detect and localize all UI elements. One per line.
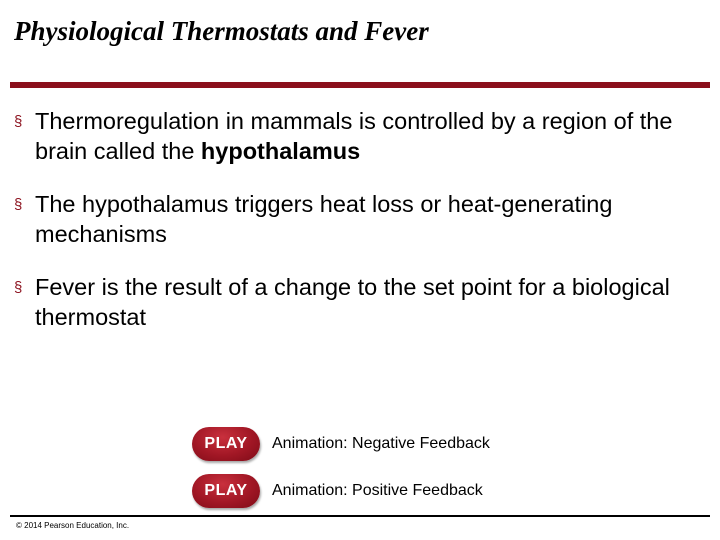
- slide-title: Physiological Thermostats and Fever: [14, 16, 429, 46]
- animation-caption[interactable]: Animation: Negative Feedback: [272, 435, 490, 452]
- footer-divider: [10, 515, 710, 517]
- bullet-item: [14, 272, 704, 332]
- animation-caption[interactable]: Animation: Positive Feedback: [272, 482, 483, 499]
- bullet-bold-term: hypothalamus: [200, 138, 361, 164]
- bullet-text: The hypothalamus triggers heat loss or heat-generating mechanisms: [35, 191, 613, 247]
- animation-link-positive-feedback: [192, 474, 483, 508]
- bullet-item: [14, 106, 704, 166]
- bullet-marker-icon: §: [14, 196, 23, 213]
- bullet-text: Fever is the result of a change to the set point for a biological thermostat: [35, 274, 670, 330]
- copyright-notice: © 2014 Pearson Education, Inc.: [16, 521, 130, 530]
- animation-link-negative-feedback: [192, 427, 490, 461]
- bullet-list: [14, 106, 704, 355]
- bullet-marker-icon: §: [14, 279, 23, 296]
- play-button[interactable]: PLAY: [192, 474, 260, 508]
- title-divider: [10, 82, 710, 88]
- bullet-item: [14, 189, 704, 249]
- bullet-text: Thermoregulation in mammals is controlled by a region of the brain called the: [35, 108, 673, 164]
- bullet-marker-icon: §: [14, 113, 23, 130]
- play-button[interactable]: PLAY: [192, 427, 260, 461]
